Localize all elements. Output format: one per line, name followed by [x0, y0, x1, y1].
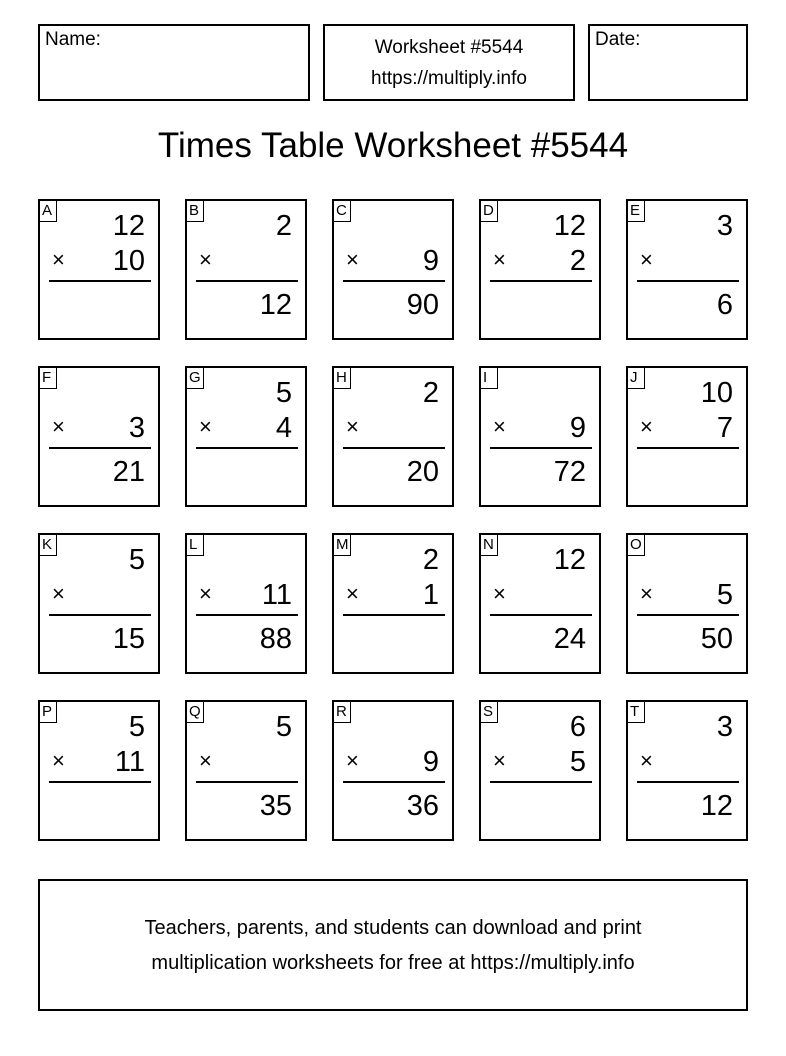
- multiplier: 1: [422, 579, 439, 611]
- product: 15: [112, 623, 145, 655]
- answer-line: [637, 614, 739, 616]
- problem-letter: T: [627, 701, 645, 723]
- answer-line: [196, 781, 298, 783]
- answer-line: [49, 614, 151, 616]
- multiplier: 7: [716, 412, 733, 444]
- times-sign: ×: [640, 581, 653, 606]
- top-number: 2: [422, 377, 439, 409]
- multiplier: 3: [128, 412, 145, 444]
- problem-letter: G: [186, 367, 204, 389]
- problem-card: [626, 199, 748, 340]
- multiplier: 9: [422, 245, 439, 277]
- problem-card: [38, 700, 160, 841]
- problem-letter: C: [333, 200, 351, 222]
- times-sign: ×: [640, 414, 653, 439]
- product: 12: [259, 289, 292, 321]
- top-number: 12: [112, 210, 145, 242]
- problem-card: [626, 533, 748, 674]
- problem-card: [38, 366, 160, 507]
- page-title: Times Table Worksheet #5544: [157, 126, 629, 165]
- answer-line: [196, 614, 298, 616]
- times-sign: ×: [493, 581, 506, 606]
- multiplier: 11: [261, 579, 292, 611]
- times-sign: ×: [493, 414, 506, 439]
- top-number: 10: [700, 377, 733, 409]
- problem-letter: E: [627, 200, 645, 222]
- problem-letter: J: [627, 367, 645, 389]
- multiplier: 2: [569, 245, 586, 277]
- product: 12: [700, 790, 733, 822]
- multiplier: 4: [275, 412, 292, 444]
- problem-letter: O: [627, 534, 645, 556]
- problem-card: [185, 199, 307, 340]
- answer-line: [49, 781, 151, 783]
- times-sign: ×: [640, 748, 653, 773]
- multiplier: 9: [422, 746, 439, 778]
- problem-letter: F: [39, 367, 57, 389]
- product: 50: [700, 623, 733, 655]
- problem-card: [38, 533, 160, 674]
- answer-line: [343, 781, 445, 783]
- multiplier: 5: [716, 579, 733, 611]
- problem-letter: Q: [186, 701, 204, 723]
- times-sign: ×: [52, 247, 65, 272]
- answer-line: [637, 280, 739, 282]
- problem-letter: K: [39, 534, 57, 556]
- answer-line: [196, 447, 298, 449]
- problem-card: [332, 366, 454, 507]
- top-number: 2: [275, 210, 292, 242]
- problem-card: [185, 366, 307, 507]
- product: 6: [716, 289, 733, 321]
- times-sign: ×: [346, 581, 359, 606]
- answer-line: [637, 447, 739, 449]
- problem-card: [332, 533, 454, 674]
- worksheet-number: Worksheet #5544: [374, 37, 524, 58]
- worksheet-info-box: [323, 24, 575, 101]
- top-number: 6: [569, 711, 586, 743]
- times-sign: ×: [199, 247, 212, 272]
- top-number: 5: [128, 544, 145, 576]
- top-number: 5: [275, 711, 292, 743]
- product: 72: [553, 456, 586, 488]
- problem-card: [479, 366, 601, 507]
- top-number: 12: [553, 544, 586, 576]
- multiplier: 11: [114, 746, 145, 778]
- date-label: Date:: [595, 29, 641, 50]
- top-number: 2: [422, 544, 439, 576]
- problem-letter: A: [39, 200, 57, 222]
- answer-line: [343, 614, 445, 616]
- answer-line: [49, 280, 151, 282]
- problem-letter: H: [333, 367, 351, 389]
- answer-line: [343, 447, 445, 449]
- problem-letter: S: [480, 701, 498, 723]
- answer-line: [637, 781, 739, 783]
- footer-box: [38, 879, 748, 1011]
- footer-line-2: multiplication worksheets for free at https://multiply.info: [151, 952, 635, 974]
- problem-card: [185, 533, 307, 674]
- worksheet-url: https://multiply.info: [371, 68, 527, 89]
- footer-line-1: Teachers, parents, and students can download and print: [144, 917, 642, 939]
- product: 20: [406, 456, 439, 488]
- answer-line: [490, 614, 592, 616]
- problem-card: [332, 199, 454, 340]
- top-number: 5: [128, 711, 145, 743]
- times-sign: ×: [346, 247, 359, 272]
- problem-card: [479, 199, 601, 340]
- times-sign: ×: [52, 581, 65, 606]
- answer-line: [490, 280, 592, 282]
- answer-line: [490, 447, 592, 449]
- times-sign: ×: [199, 748, 212, 773]
- problem-card: [185, 700, 307, 841]
- product: 88: [259, 623, 292, 655]
- times-sign: ×: [346, 414, 359, 439]
- product: 90: [406, 289, 439, 321]
- name-label: Name:: [45, 29, 101, 50]
- product: 35: [259, 790, 292, 822]
- times-sign: ×: [199, 581, 212, 606]
- multiplier: 10: [112, 245, 145, 277]
- problem-letter: L: [186, 534, 204, 556]
- answer-line: [343, 280, 445, 282]
- multiplier: 9: [569, 412, 586, 444]
- problem-card: [479, 700, 601, 841]
- times-sign: ×: [640, 247, 653, 272]
- times-sign: ×: [346, 748, 359, 773]
- top-number: 3: [716, 711, 733, 743]
- product: 24: [553, 623, 586, 655]
- problem-card: [626, 366, 748, 507]
- top-number: 12: [553, 210, 586, 242]
- name-field-box[interactable]: [38, 24, 310, 101]
- times-sign: ×: [52, 748, 65, 773]
- answer-line: [49, 447, 151, 449]
- problem-letter: R: [333, 701, 351, 723]
- times-sign: ×: [199, 414, 212, 439]
- times-sign: ×: [52, 414, 65, 439]
- multiplier: 5: [569, 746, 586, 778]
- top-number: 3: [716, 210, 733, 242]
- top-number: 5: [275, 377, 292, 409]
- problem-letter: M: [333, 534, 351, 556]
- answer-line: [490, 781, 592, 783]
- problem-letter: B: [186, 200, 204, 222]
- product: 21: [112, 456, 145, 488]
- problem-card: [332, 700, 454, 841]
- date-field-box[interactable]: [588, 24, 748, 101]
- times-sign: ×: [493, 748, 506, 773]
- problem-letter: N: [480, 534, 498, 556]
- problem-letter: D: [480, 200, 498, 222]
- problem-letter: I: [480, 367, 498, 389]
- problem-card: [38, 199, 160, 340]
- answer-line: [196, 280, 298, 282]
- problem-card: [626, 700, 748, 841]
- product: 36: [406, 790, 439, 822]
- times-sign: ×: [493, 247, 506, 272]
- problem-card: [479, 533, 601, 674]
- problem-letter: P: [39, 701, 57, 723]
